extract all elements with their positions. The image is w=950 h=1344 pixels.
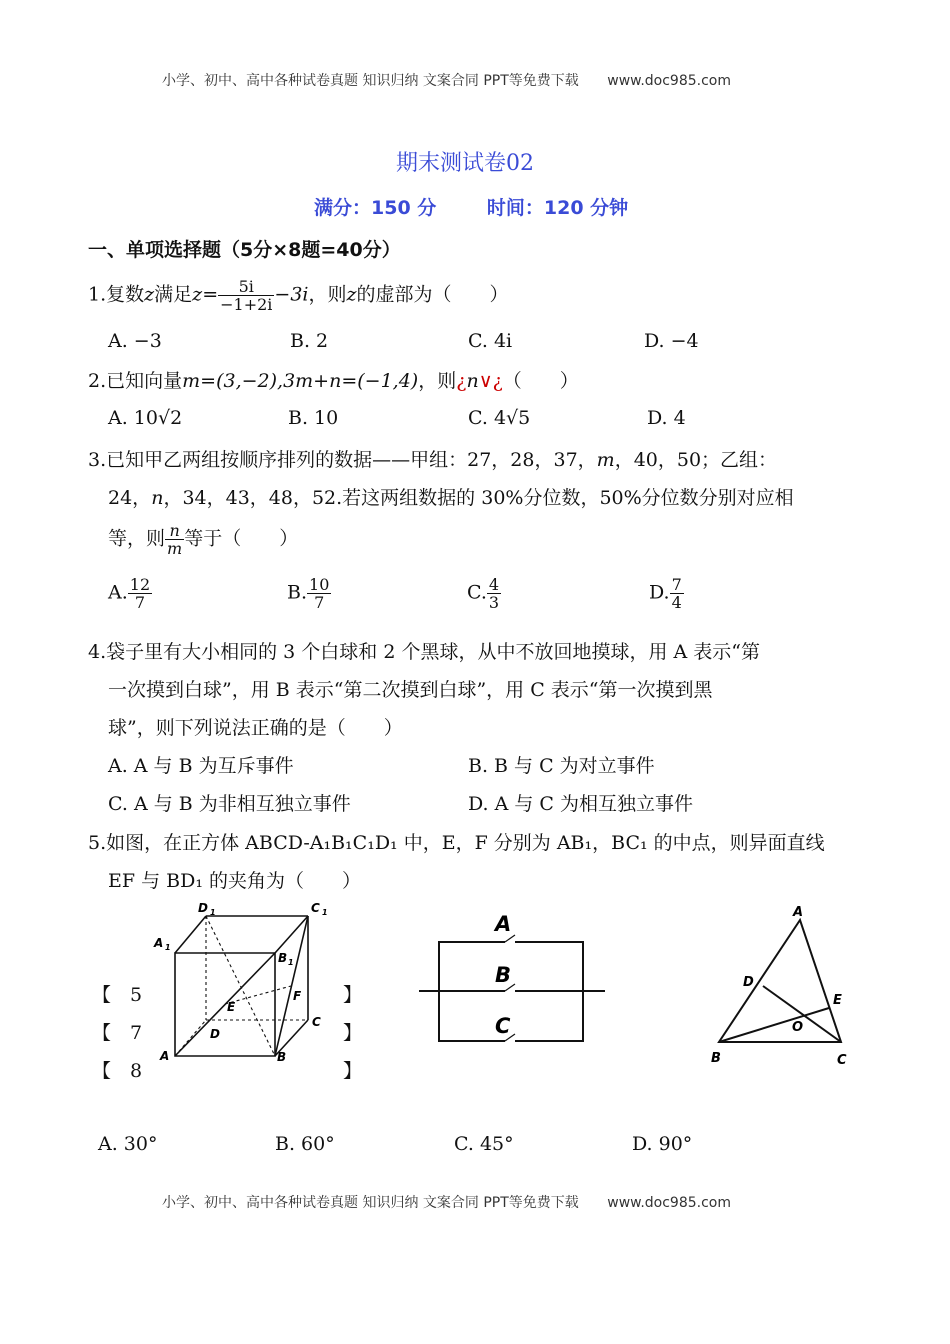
header-url: www.doc985.com bbox=[607, 73, 731, 89]
header-text: 小学、初中、高中各种试卷真题 知识归纳 文案合同 PPT等免费下载 bbox=[162, 73, 579, 89]
option-fraction bbox=[307, 576, 331, 611]
frac-den: 7 bbox=[314, 593, 325, 612]
q1-text: ，则 bbox=[308, 283, 347, 306]
q3-text: 3.已知甲乙两组按顺序排列的数据——甲组：27，28，37， bbox=[88, 449, 597, 471]
cube-edge bbox=[175, 916, 206, 953]
option-fraction bbox=[487, 576, 501, 611]
q2-expr: m=(3,−2),3m+n=(−1,4) bbox=[182, 370, 419, 392]
cube-label: D bbox=[210, 1027, 220, 1041]
option-label: C. bbox=[467, 581, 487, 604]
switch-label: B bbox=[495, 963, 512, 987]
frac-num: n bbox=[165, 522, 184, 540]
frac-num: 4 bbox=[488, 575, 500, 594]
q2-option-b[interactable]: B. 10 bbox=[288, 407, 339, 429]
q4-option-c[interactable]: C. A 与 B 为非相互独立事件 bbox=[108, 793, 351, 815]
q5-option-a[interactable]: A. 30° bbox=[98, 1133, 158, 1155]
frac-den: 3 bbox=[488, 593, 500, 612]
cube-label: 1 bbox=[210, 908, 216, 917]
q3-text: 24， bbox=[108, 487, 152, 509]
q1-text: 1.复数 bbox=[88, 283, 145, 306]
switch-label: C bbox=[495, 1014, 511, 1038]
q4-option-a[interactable]: A. A 与 B 为互斥事件 bbox=[108, 755, 294, 777]
option-label: B. bbox=[287, 581, 308, 604]
section-heading: 一、单项选择题（5分×8题=40分） bbox=[88, 239, 401, 261]
q1-expr: −3i bbox=[274, 283, 309, 306]
question-5-line2: EF 与 BD₁ 的夹角为（ ） bbox=[108, 870, 361, 892]
bracket-close: 】 bbox=[343, 1022, 363, 1044]
cube-label: B bbox=[277, 1050, 287, 1064]
q5-option-d[interactable]: D. 90° bbox=[632, 1133, 693, 1155]
q3-text: ，34，43，48，52.若这两组数据的 30%分位数，50%分位数分别对应相 bbox=[163, 487, 794, 509]
question-3-line2 bbox=[108, 483, 794, 510]
footer-url: www.doc985.com bbox=[607, 1195, 731, 1211]
q1-option-d[interactable]: D. −4 bbox=[644, 330, 699, 352]
cube-label: A bbox=[154, 936, 164, 950]
subtitle bbox=[314, 193, 628, 220]
q2-text: 2.已知向量 bbox=[88, 370, 183, 392]
q3-option-d[interactable] bbox=[649, 576, 684, 611]
cube-label: C bbox=[312, 1015, 321, 1029]
q2-text: ，则 bbox=[418, 370, 457, 392]
switch-label: A bbox=[495, 912, 512, 936]
question-5-line1: 5.如图，在正方体 ABCD-A₁B₁C₁D₁ 中，E，F 分别为 AB₁，BC₁ 的中点，则异面直线 bbox=[88, 832, 825, 854]
frac-num: 5i bbox=[218, 278, 274, 296]
option-label: A. bbox=[108, 581, 128, 604]
vertex-label: E bbox=[833, 993, 842, 1008]
page-footer bbox=[162, 1192, 731, 1212]
vertex-label: C bbox=[837, 1053, 847, 1068]
vertex-label: B bbox=[711, 1051, 721, 1066]
q1-fraction bbox=[218, 278, 274, 313]
question-4-line3: 球”，则下列说法正确的是（ ） bbox=[108, 717, 403, 739]
q3-text: 等于（ ） bbox=[184, 527, 299, 550]
footer-text: 小学、初中、高中各种试卷真题 知识归纳 文案合同 PPT等免费下载 bbox=[162, 1195, 579, 1211]
q1-option-a[interactable]: A. −3 bbox=[108, 330, 162, 352]
bracket-num: 5 bbox=[130, 984, 143, 1006]
q3-fraction bbox=[165, 522, 184, 557]
q5-option-b[interactable]: B. 60° bbox=[275, 1133, 335, 1155]
q3-var: n bbox=[151, 487, 164, 509]
time-limit: 时间：120 分钟 bbox=[486, 197, 629, 219]
q1-var: z bbox=[192, 283, 203, 306]
bracket-num: 8 bbox=[130, 1060, 143, 1082]
bracket-close: 】 bbox=[343, 1060, 363, 1082]
cube-label: 1 bbox=[165, 943, 171, 952]
q1-text: 满足 bbox=[154, 283, 193, 306]
bracket-row: 【 8 bbox=[92, 1060, 143, 1082]
vertex-label: O bbox=[792, 1020, 804, 1035]
question-1 bbox=[88, 278, 509, 313]
question-4-line2: 一次摸到白球”，用 B 表示“第二次摸到白球”，用 C 表示“第一次摸到黑 bbox=[108, 679, 713, 701]
question-4-line1: 4.袋子里有大小相同的 3 个白球和 2 个黑球，从中不放回地摸球，用 A 表示“第 bbox=[88, 641, 760, 663]
question-2 bbox=[88, 366, 579, 393]
page-header bbox=[162, 70, 731, 90]
frac-den: −1+2i bbox=[220, 295, 273, 314]
cube-label: A bbox=[160, 1049, 170, 1063]
cube-label: C bbox=[311, 901, 320, 915]
q2-option-a[interactable]: A. 10√2 bbox=[108, 407, 183, 429]
q1-var: z bbox=[144, 283, 155, 306]
q5-option-c[interactable]: C. 45° bbox=[454, 1133, 514, 1155]
cube-label: 1 bbox=[288, 958, 294, 967]
q2-option-d[interactable]: D. 4 bbox=[647, 407, 686, 429]
q3-text: 等，则 bbox=[108, 527, 166, 550]
hidden-edge bbox=[175, 1020, 206, 1056]
q2-var: n bbox=[466, 370, 479, 392]
cube-label: D bbox=[198, 901, 208, 915]
question-3-line3 bbox=[108, 522, 298, 557]
diagonal-ab1 bbox=[175, 953, 275, 1056]
cube-label: B bbox=[278, 951, 288, 965]
bracket-close: 】 bbox=[343, 984, 363, 1006]
q3-option-a[interactable] bbox=[108, 576, 152, 611]
q4-option-d[interactable]: D. A 与 C 为相互独立事件 bbox=[468, 793, 694, 815]
vertex-label: D bbox=[743, 975, 754, 990]
q3-option-b[interactable] bbox=[287, 576, 331, 611]
frac-den: 7 bbox=[134, 593, 146, 612]
option-fraction bbox=[128, 576, 152, 611]
q2-artifact: ∨¿ bbox=[478, 370, 503, 392]
frac-num: 7 bbox=[671, 575, 682, 594]
q4-option-b[interactable]: B. B 与 C 为对立事件 bbox=[468, 755, 655, 777]
q3-text: ，40，50；乙组： bbox=[614, 449, 778, 471]
page-title: 期末测试卷02 bbox=[396, 151, 534, 176]
segment-be bbox=[719, 1008, 829, 1042]
bracket-num: 7 bbox=[130, 1022, 143, 1044]
option-label: D. bbox=[649, 581, 670, 604]
question-3-line1 bbox=[88, 445, 777, 472]
q1-option-c[interactable]: C. 4i bbox=[468, 330, 513, 352]
q2-option-c[interactable]: C. 4√5 bbox=[468, 407, 531, 429]
circuit-figure bbox=[415, 905, 610, 1050]
cube-label: F bbox=[293, 989, 302, 1003]
bracket-row: 【 5 bbox=[92, 984, 143, 1006]
triangle-figure bbox=[705, 900, 855, 1070]
cube-label: 1 bbox=[322, 908, 328, 917]
q1-var: z bbox=[346, 283, 357, 306]
q3-option-c[interactable] bbox=[467, 576, 501, 611]
switch-a bbox=[505, 935, 515, 942]
q1-option-b[interactable]: B. 2 bbox=[290, 330, 329, 352]
option-fraction bbox=[670, 576, 684, 611]
cube-label: E bbox=[227, 1000, 236, 1014]
frac-den: m bbox=[167, 539, 183, 558]
bracket-row: 【 7 bbox=[92, 1022, 143, 1044]
q1-text: 的虚部为（ ） bbox=[356, 283, 509, 306]
vertex-label: A bbox=[793, 905, 804, 920]
q2-artifact: ¿ bbox=[456, 370, 467, 392]
frac-den: 4 bbox=[671, 593, 682, 612]
frac-num: 12 bbox=[129, 575, 151, 594]
q2-text: （ ） bbox=[502, 370, 579, 392]
full-score: 满分：150 分 bbox=[314, 197, 437, 219]
q3-var: m bbox=[596, 449, 615, 471]
frac-num: 10 bbox=[309, 575, 330, 594]
diagonal-bc1 bbox=[275, 916, 308, 1056]
q1-text: = bbox=[202, 283, 219, 306]
cube-figure bbox=[150, 898, 340, 1068]
